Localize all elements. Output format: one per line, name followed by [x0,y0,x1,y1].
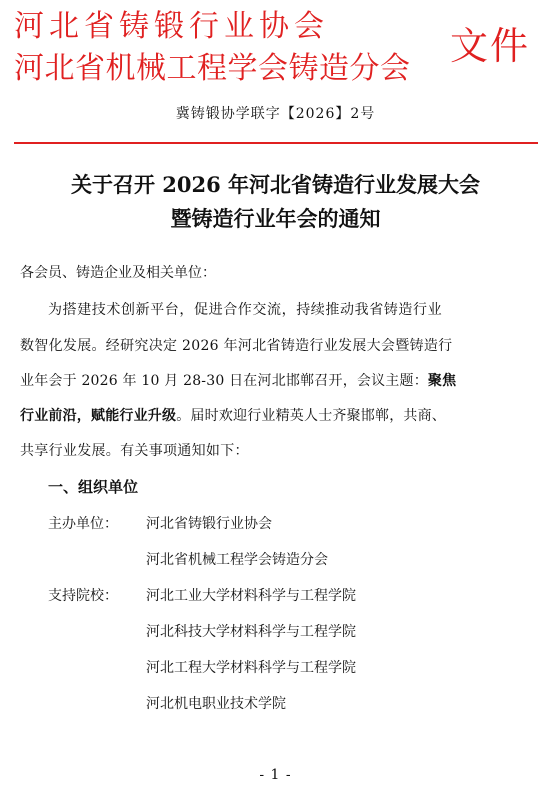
letterhead [0,0,551,100]
body-line: 数智化发展。经研究决定 2026 年河北省铸造行业发展大会暨铸造行 [20,338,453,354]
body-line: 共享行业发展。有关事项通知如下： [20,443,249,459]
theme-bold-text: 聚焦 [427,373,457,389]
support-org: 河北科技大学材料科学与工程学院 [146,624,356,640]
support-org: 河北机电职业技术学院 [146,696,286,712]
issuing-org-line1: 河北省铸锻行业协会 [14,9,329,44]
body-text: 。届时欢迎行业精英人士齐聚邯郸，共商、 [176,408,447,424]
support-org: 河北工业大学材料科学与工程学院 [146,588,356,604]
support-org: 河北工程大学材料科学与工程学院 [146,660,356,676]
issuing-org-line2: 河北省机械工程学会铸造分会 [14,51,411,86]
red-divider-line [14,142,538,144]
theme-bold-text: 行业前沿，赋能行业升级 [20,408,177,424]
notice-title-line1: 关于召开 2026 年河北省铸造行业发展大会 [70,172,481,197]
document-number: 冀铸锻协学联字【2026】2号 [175,106,376,122]
body-line [20,371,532,391]
host-label: 主办单位： [48,516,118,532]
host-org: 河北省机械工程学会铸造分会 [146,552,328,568]
body-line: 为搭建技术创新平台，促进合作交流，持续推动我省铸造行业 [48,302,443,318]
body-line [20,406,532,426]
body-text: 业年会于 2026 年 10 月 28-30 日在河北邯郸召开，会议主题： [20,373,428,389]
support-label: 支持院校： [48,588,118,604]
section-heading: 一、组织单位 [48,478,139,496]
salutation: 各会员、铸造企业及相关单位： [20,265,216,281]
host-org: 河北省铸锻行业协会 [146,516,272,532]
notice-title-line2: 暨铸造行业年会的通知 [170,206,381,231]
page-number: - 1 - [259,767,292,783]
document-word: 文件 [450,24,531,68]
